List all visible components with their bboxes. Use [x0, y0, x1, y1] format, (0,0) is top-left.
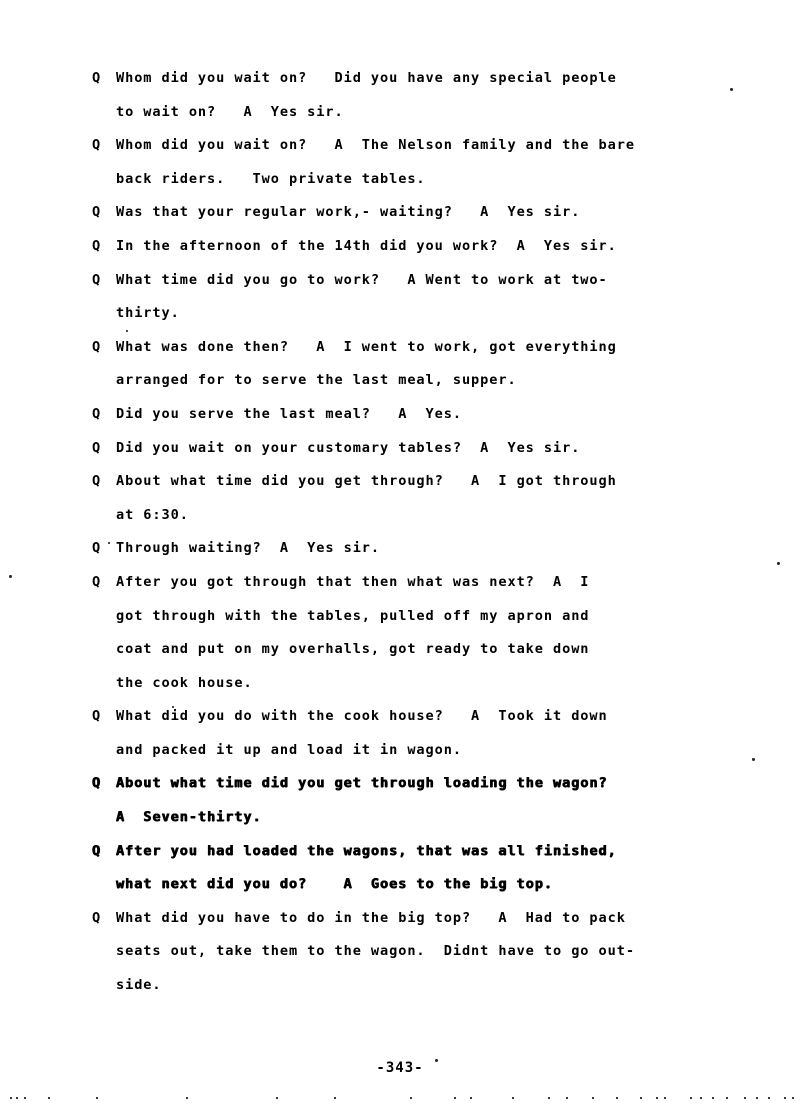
transcript-line-text: the cook house.	[116, 674, 253, 691]
transcript-question-line	[92, 465, 742, 499]
scan-speck	[172, 706, 174, 708]
transcript-line-text: at 6:30.	[116, 506, 189, 523]
transcript-continuation-line	[92, 297, 742, 331]
transcript-continuation-line	[92, 969, 742, 1003]
transcript-continuation-line	[92, 868, 742, 902]
scan-speck	[752, 758, 755, 761]
transcript-continuation-line	[92, 96, 742, 130]
transcript-question-line	[92, 902, 742, 936]
transcript-line-text: got through with the tables, pulled off my apron and	[116, 607, 590, 624]
transcript-line-text: arranged for to serve the last meal, supper.	[116, 372, 517, 389]
transcript-line-text: thirty.	[116, 305, 180, 322]
transcript-question-line	[92, 432, 742, 466]
transcript-line-text: In the afternoon of the 14th did you work? A Yes sir.	[116, 237, 617, 254]
scan-noise-dot	[10, 1097, 12, 1099]
transcript-question-line	[92, 398, 742, 432]
transcript-line-text: About what time did you get through loading the wagon?	[116, 775, 608, 792]
scan-noise-dot	[690, 1097, 692, 1099]
transcript-continuation-line	[92, 935, 742, 969]
scan-noise-dot	[784, 1097, 786, 1099]
transcript-line-text: What did you do with the cook house? A Took it down	[116, 708, 608, 725]
transcript-line-text: After you got through that then what was next? A I	[116, 573, 590, 590]
speaker-marker: Q	[92, 271, 102, 288]
scan-speck	[126, 330, 128, 332]
scan-noise-dot	[768, 1097, 770, 1099]
scan-noise-dot	[656, 1097, 658, 1099]
transcript-question-line	[92, 700, 742, 734]
scan-speck	[777, 562, 780, 565]
scan-noise-dot	[566, 1097, 568, 1099]
scan-noise-dot	[640, 1097, 642, 1099]
scan-noise-dot	[512, 1097, 514, 1099]
transcript-continuation-line	[92, 801, 742, 835]
transcript-line-text: Was that your regular work,- waiting? A Yes sir.	[116, 204, 581, 221]
speaker-marker: Q	[92, 70, 102, 86]
transcript-line-text: seats out, take them to the wagon. Didnt have to go out-	[116, 943, 635, 960]
transcript-line-text: side.	[116, 977, 162, 994]
scan-noise-dot	[792, 1097, 794, 1099]
speaker-marker: Q	[92, 708, 102, 725]
scan-noise-dot	[410, 1097, 412, 1099]
transcript-line-text: Did you serve the last meal? A Yes.	[116, 405, 462, 422]
transcript-continuation-line	[92, 667, 742, 701]
transcript-body	[92, 62, 742, 1003]
transcript-line-text: and packed it up and load it in wagon.	[116, 741, 462, 758]
scan-noise-dot	[744, 1097, 746, 1099]
transcript-continuation-line	[92, 364, 742, 398]
transcript-question-line	[92, 264, 742, 298]
scan-speck	[108, 542, 110, 544]
scan-speck	[730, 88, 733, 91]
scan-noise-dot	[470, 1097, 472, 1099]
scan-noise-dot	[700, 1097, 702, 1099]
speaker-marker: Q	[92, 405, 102, 422]
speaker-marker: Q	[92, 137, 102, 154]
scan-noise-dot	[24, 1097, 26, 1099]
page-number: -343-	[376, 1060, 424, 1076]
transcript-question-line	[92, 196, 742, 230]
scan-speck	[435, 1059, 438, 1062]
transcript-line-text: Through waiting? A Yes sir.	[116, 540, 381, 557]
transcript-line-text: what next did you do? A Goes to the big top.	[116, 876, 553, 893]
transcript-continuation-line	[92, 163, 742, 197]
transcript-line-text: Whom did you wait on? Did you have any special people	[116, 70, 617, 86]
speaker-marker: Q	[92, 204, 102, 221]
transcript-line-text: back riders. Two private tables.	[116, 170, 426, 187]
transcript-line-text: What did you have to do in the big top? A Had to pack	[116, 909, 626, 926]
transcript-question-line	[92, 566, 742, 600]
transcript-line-text: A Seven-thirty.	[116, 809, 262, 826]
transcript-question-line	[92, 230, 742, 264]
speaker-marker: Q	[92, 775, 102, 792]
transcript-continuation-line	[92, 734, 742, 768]
transcript-question-line	[92, 835, 742, 869]
transcript-line-text: What was done then? A I went to work, got everything	[116, 338, 617, 355]
speaker-marker: Q	[92, 540, 102, 557]
transcript-question-line	[92, 532, 742, 566]
scan-noise-dot	[16, 1097, 18, 1099]
transcript-question-line	[92, 331, 742, 365]
transcript-line-text: to wait on? A Yes sir.	[116, 103, 344, 120]
speaker-marker: Q	[92, 573, 102, 590]
transcript-line-text: coat and put on my overhalls, got ready to take down	[116, 641, 590, 658]
scan-noise-dot	[726, 1097, 728, 1099]
scan-noise-dot	[276, 1097, 278, 1099]
speaker-marker: Q	[92, 439, 102, 456]
scan-noise-dot	[756, 1097, 758, 1099]
transcript-question-line	[92, 129, 742, 163]
transcript-continuation-line	[92, 499, 742, 533]
scan-noise-dot	[548, 1097, 550, 1099]
speaker-marker: Q	[92, 909, 102, 926]
transcript-line-text: Whom did you wait on? A The Nelson family and the bare	[116, 137, 635, 154]
scan-noise-dot	[186, 1097, 188, 1099]
transcript-line-text: Did you wait on your customary tables? A Yes sir.	[116, 439, 581, 456]
transcript-question-line	[92, 767, 742, 801]
transcript-question-line	[92, 62, 742, 96]
scan-speck	[9, 575, 12, 578]
speaker-marker: Q	[92, 237, 102, 254]
scan-noise-dot	[334, 1097, 336, 1099]
scan-noise-dot	[96, 1097, 98, 1099]
transcript-line-text: After you had loaded the wagons, that was all finished,	[116, 842, 617, 859]
scan-noise-dot	[48, 1097, 50, 1099]
scan-noise-dot	[664, 1097, 666, 1099]
transcript-line-text: About what time did you get through? A I got through	[116, 473, 617, 490]
speaker-marker: Q	[92, 842, 102, 859]
scan-noise-dot	[712, 1097, 714, 1099]
scan-noise-dot	[616, 1097, 618, 1099]
speaker-marker: Q	[92, 338, 102, 355]
speaker-marker: Q	[92, 473, 102, 490]
transcript-continuation-line	[92, 633, 742, 667]
transcript-line-text: What time did you go to work? A Went to work at two-	[116, 271, 608, 288]
transcript-continuation-line	[92, 600, 742, 634]
scan-edge-noise	[0, 1096, 800, 1100]
scan-noise-dot	[454, 1097, 456, 1099]
scan-noise-dot	[592, 1097, 594, 1099]
